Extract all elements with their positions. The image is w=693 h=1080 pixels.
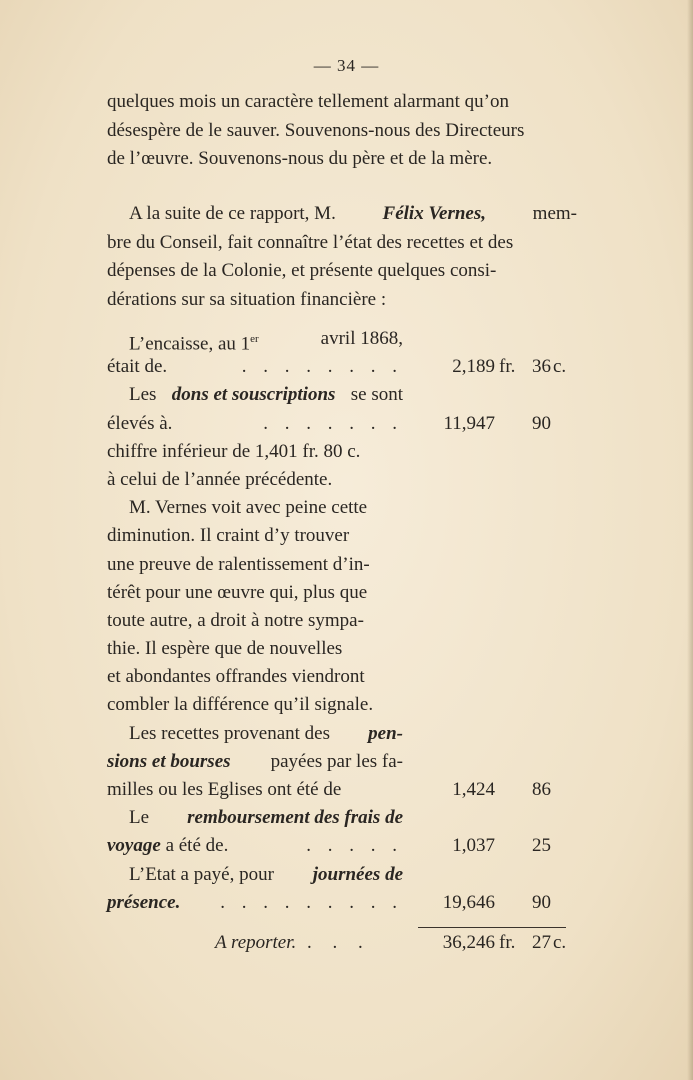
unit-francs: fr. — [499, 356, 516, 378]
amount-centimes: 90 — [532, 891, 551, 913]
leader-line — [107, 889, 403, 917]
text-fragment: était de. — [107, 356, 168, 378]
text-line: de l’œuvre. Souvenons-nous du père et de la mère. — [107, 148, 493, 169]
text-line: et abondantes offrandes viendront — [107, 666, 365, 688]
text-line: toute autre, a droit à notre sympa- — [107, 609, 364, 631]
text-line — [107, 748, 403, 776]
text-line: dépenses de la Colonie, et présente quelques consi- — [107, 260, 497, 281]
ledger-total-row — [107, 932, 577, 960]
text-line: quelques mois un caractère tellement alarmant qu’on — [107, 91, 510, 112]
text-fragment-italic: remboursement des frais de — [187, 807, 403, 829]
ledger-entry-encaisse — [107, 325, 577, 381]
total-label: A reporter. — [215, 932, 297, 953]
text-line — [107, 200, 577, 229]
leader-dots: . . . . . . . . — [241, 356, 403, 378]
text-fragment: se sont — [350, 384, 403, 406]
amount-francs: 36,246 — [442, 932, 495, 953]
ledger-entry-dons — [107, 381, 577, 494]
text-line: à celui de l’année précédente. — [107, 468, 333, 490]
leader-line — [107, 353, 403, 381]
paragraph-2 — [107, 200, 577, 314]
text-fragment: payées par les fa- — [270, 750, 403, 772]
text-fragment: Les — [129, 384, 157, 406]
leader-dots: . . . . . . . . . — [220, 891, 403, 913]
leader-line — [107, 410, 403, 438]
unit-centimes: c. — [553, 932, 567, 953]
text-fragment: Le — [129, 807, 150, 829]
text-line: bre du Conseil, fait connaître l’état des recettes et des — [107, 231, 514, 253]
text-line — [107, 720, 403, 748]
amount-francs: 2,189 — [452, 356, 495, 378]
amount-centimes: 90 — [532, 412, 551, 434]
ledger-entry-remboursement — [107, 804, 577, 860]
amount-francs: 1,037 — [452, 835, 495, 857]
page-number: — 34 — — [313, 56, 380, 75]
amount-centimes: 86 — [532, 779, 551, 800]
sum-rule — [418, 927, 566, 928]
financial-ledger — [107, 325, 577, 917]
amount-centimes: 25 — [532, 835, 551, 857]
paragraph-1 — [107, 88, 577, 174]
text-line: dérations sur sa situation financière : — [107, 288, 387, 310]
text-line: thie. Il espère que de nouvelles — [107, 638, 343, 660]
unit-centimes: c. — [553, 356, 567, 378]
text-fragment: L’Etat a payé, pour — [129, 863, 274, 885]
text-line: désespère de le sauver. Souvenons-nous des Directeurs — [107, 119, 525, 141]
text-fragment: L’encaisse, au 1 — [129, 333, 251, 355]
text-fragment-italic: pen- — [368, 722, 403, 744]
unit-francs: fr. — [499, 932, 516, 953]
leader-dots: . . . . . — [306, 835, 403, 857]
page-edge-shadow — [687, 0, 693, 1080]
text-line: une preuve de ralentissement d’in- — [107, 553, 370, 575]
amount-centimes: 27 — [532, 932, 551, 953]
ledger-entry-pensions — [107, 720, 577, 805]
superscript: er — [250, 333, 259, 345]
text-line: combler la différence qu’il signale. — [107, 694, 374, 716]
text-fragment-italic: sions et bourses — [107, 750, 231, 772]
text-fragment: avril 1868, — [320, 328, 403, 349]
ledger-entry-etat — [107, 861, 577, 917]
amount-francs: 1,424 — [452, 779, 495, 800]
text-fragment: a été de. — [165, 835, 229, 857]
text-fragment: Les recettes provenant des — [129, 722, 330, 744]
text-fragment: A la suite de ce rapport, M. — [129, 203, 336, 224]
amount-francs: 19,646 — [442, 891, 495, 913]
amount-centimes: 36 — [532, 356, 551, 378]
text-line: diminution. Il craint d’y trouver — [107, 525, 350, 547]
text-fragment-italic: journées de — [312, 863, 403, 885]
person-name: Félix Vernes, — [382, 203, 486, 224]
text-fragment: élevés à. — [107, 412, 173, 434]
text-fragment: mem- — [532, 203, 577, 224]
text-line — [107, 804, 403, 832]
amount-francs: 11,947 — [443, 412, 495, 434]
text-fragment-italic: voyage — [107, 835, 161, 857]
text-line — [107, 381, 403, 409]
text-line: M. Vernes voit avec peine cette — [129, 497, 368, 519]
leader-dots: . . . . . . . — [263, 412, 403, 434]
text-line: chiffre inférieur de 1,401 fr. 80 c. — [107, 440, 361, 462]
text-line: térêt pour une œuvre qui, plus que — [107, 581, 368, 603]
text-fragment-italic: dons et souscriptions — [171, 384, 336, 406]
text-line: milles ou les Eglises ont été de — [107, 779, 342, 800]
leader-line — [107, 832, 403, 860]
text-fragment-italic: présence. — [107, 891, 181, 913]
text-line — [107, 861, 403, 889]
leader-dots: . . . — [307, 932, 371, 953]
ledger-note-vernes — [107, 494, 577, 720]
